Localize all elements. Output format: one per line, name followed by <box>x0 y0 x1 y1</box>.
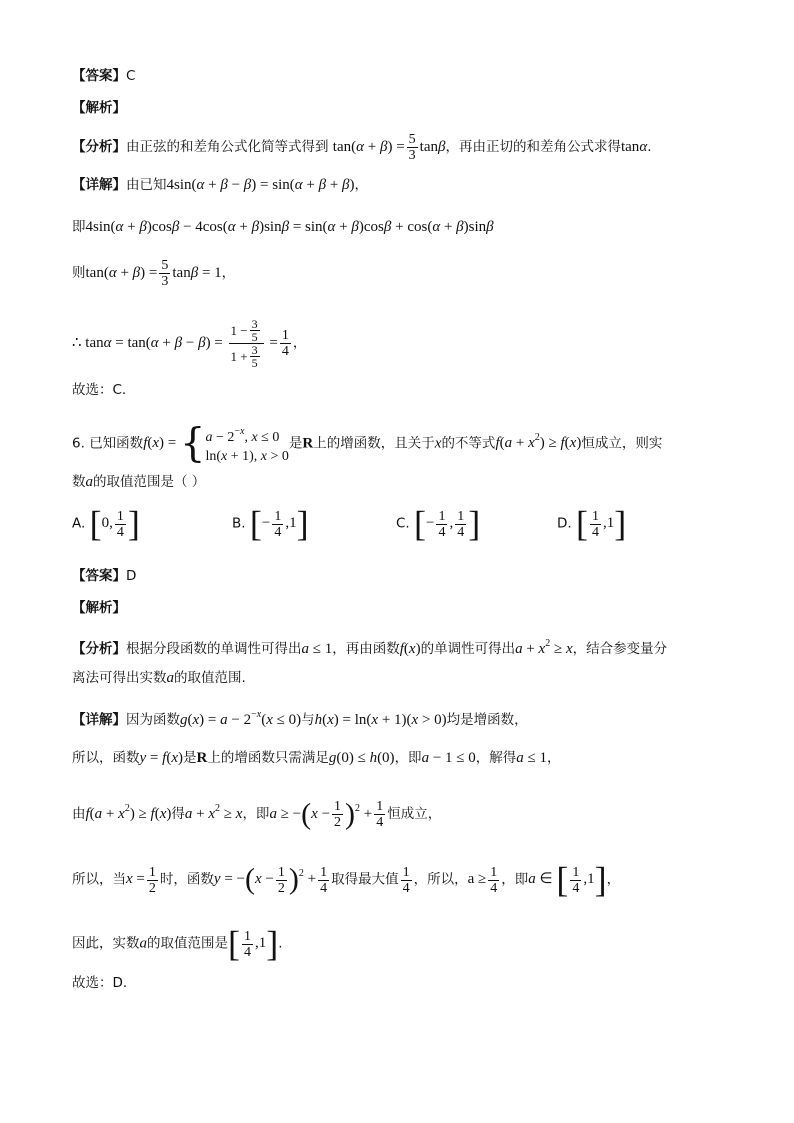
formula: 4sin(α + β)cosβ − 4cos(α + β)sinβ = sin(α + β)cosβ + cos(α + β)sinβ <box>85 219 494 235</box>
var-a: a <box>166 670 174 686</box>
q5-detail-line1: 【详解】由已知4sin(α + β − β) = sin(α + β + β)， <box>72 177 369 193</box>
q6-conclusion <box>72 973 127 993</box>
answer-tag: 【答案】 <box>72 68 126 84</box>
xiangjie-tag: 【详解】 <box>72 712 126 728</box>
stem-text: 的取值范围是（ ） <box>93 474 206 490</box>
detail-text: 所以，函数 <box>72 750 140 766</box>
answer-tag: 【答案】 <box>72 568 126 584</box>
q6-stem-line2 <box>72 472 205 492</box>
q6-detail-line3 <box>72 799 441 830</box>
xiangjie-tag: 【详解】 <box>72 177 126 193</box>
fenxi-text: 的取值范围. <box>174 670 246 686</box>
formula: f(x) <box>399 641 421 657</box>
option-label: A. <box>72 515 86 532</box>
detail-text: 的取值范围是 <box>147 935 228 952</box>
fenxi-text: 离法可得出实数 <box>72 670 167 686</box>
detail-text: 恒成立， <box>387 806 442 822</box>
var-a: a <box>85 474 93 490</box>
stem-text: 已知函数 <box>89 435 144 452</box>
option-interval: [ $\frac{1}{4}$ ,1] <box>575 504 627 544</box>
answer-value: D <box>126 568 137 584</box>
q6-answer-line <box>72 566 136 586</box>
stem-text: 恒成立，则实 <box>581 435 663 452</box>
q6-analysis-line <box>72 598 126 618</box>
var-x: x <box>434 435 442 452</box>
q6-fenxi-line1 <box>72 634 667 659</box>
formula: a ≤ 1 <box>301 641 333 657</box>
detail-text: 由 <box>72 806 86 822</box>
stem-text: 数 <box>72 474 86 490</box>
conclusion-text: 故选：D. <box>72 975 128 991</box>
analysis-tag: 【解析】 <box>72 100 126 116</box>
q6-detail-line1 <box>72 705 528 730</box>
stem-text: 是 <box>288 435 303 452</box>
formula: $a + x^2 \ge x$ <box>184 803 243 822</box>
stem-text: 的不等式 <box>441 435 496 452</box>
detail-text: 与 <box>301 712 315 728</box>
detail-text: ，即 <box>501 871 529 888</box>
formula: $f(a + x^2) \ge f(x)$ <box>85 803 172 822</box>
set-R: R <box>302 435 314 452</box>
fenxi-text: 的单调性可得出 <box>420 641 516 657</box>
option-d <box>557 506 626 542</box>
detail-text: 是 <box>182 750 197 766</box>
formula: ∴ tanα = tan(α + β − β) = 1 − $\frac{3}{5}$ 1 + $\frac{3}{5}$ = $\frac{1}{4}$ <box>72 317 289 370</box>
formula: [ $\frac{1}{4}$ ,1] <box>228 924 279 964</box>
answer-value: C <box>126 68 136 84</box>
q6-fenxi-line2 <box>72 668 246 688</box>
q6-detail-line2 <box>72 748 561 768</box>
set-R: R <box>196 750 208 766</box>
option-interval: [− $\frac{1}{4}$ ,1] <box>249 504 309 544</box>
option-c <box>396 506 480 542</box>
fenxi-text: ，结合参变量分 <box>572 641 668 657</box>
q5-answer-line <box>72 66 135 86</box>
detail-text: 则 <box>72 264 86 281</box>
fenxi-text: 根据分段函数的单调性可得出 <box>126 641 302 657</box>
question-number: 6. <box>72 435 85 452</box>
option-b <box>232 506 309 542</box>
detail-text: 得 <box>171 806 185 822</box>
formula: tan(α + β) = $\frac{5}{3}$ tanβ <box>332 132 446 163</box>
formula: $a + x^2 \ge x$ <box>515 638 573 657</box>
option-label: B. <box>232 515 246 532</box>
q6-stem-line1 <box>72 422 662 466</box>
detail-text: ， <box>547 750 561 766</box>
analysis-tag: 【解析】 <box>72 600 126 616</box>
detail-text: ，所以， <box>413 871 468 888</box>
formula: tanα <box>620 138 648 155</box>
conclusion-text: 故选：C. <box>72 382 127 398</box>
detail-text: 即 <box>72 219 86 235</box>
detail-text: 所以，当 <box>72 871 126 888</box>
fenxi-text: ，再由函数 <box>332 641 400 657</box>
piecewise-function: f(x) = { $a - 2^{-x}$, x ≤ 0 ln(x + 1), x > 0 <box>143 421 289 467</box>
formula: x = $\frac{1}{2}$ <box>126 864 156 896</box>
formula: g(0) ≤ h(0) <box>328 750 395 766</box>
formula: h(x) = ln(x + 1)(x > 0) <box>314 712 447 728</box>
q6-detail-line5: 因此，实数a的取值范围是[ $\frac{1}{4}$ ,1]. <box>72 924 283 964</box>
formula: y = f(x) <box>139 750 183 766</box>
formula: $\frac{1}{4}$ <box>402 864 410 896</box>
formula: a ≤ 1 <box>516 750 547 766</box>
detail-text: ，解得 <box>475 750 517 766</box>
detail-text: 由已知 <box>126 177 167 193</box>
formula: a ≥ $\frac{1}{4}$ <box>467 864 498 896</box>
option-interval: [0, $\frac{1}{4}$ ] <box>89 504 140 544</box>
fenxi-tag: 【分析】 <box>72 641 126 657</box>
detail-text: ，即 <box>242 806 270 822</box>
detail-text: 因此，实数 <box>72 935 140 952</box>
option-a <box>72 506 140 542</box>
q5-detail-line2 <box>72 217 494 237</box>
q5-conclusion <box>72 380 126 400</box>
q5-detail-line3: 则tan(α + β) = $\frac{5}{3}$ tanβ = 1， <box>72 258 236 289</box>
formula: 4sin(α + β − β) = sin(α + β + β) <box>166 177 355 193</box>
fenxi-text: 由正弦的和差角公式化简等式得到 <box>126 138 329 155</box>
detail-text: 时，函数 <box>159 871 214 888</box>
formula: y = −(x − $\frac{1}{2}$ )$^2$ + $\frac{1}{4}$ <box>213 863 328 896</box>
detail-text: 均是增函数， <box>446 712 528 728</box>
detail-text: ，即 <box>394 750 422 766</box>
option-label: C. <box>396 515 410 532</box>
detail-text: 取得最大值 <box>331 871 399 888</box>
var-a: a <box>139 935 147 952</box>
fenxi-text: ，再由正切的和差角公式求得 <box>445 138 621 155</box>
detail-text: ， <box>606 871 621 888</box>
fenxi-tag: 【分析】 <box>72 138 126 155</box>
q6-detail-line4 <box>72 862 620 898</box>
inequality: $f(a + x^2) \ge f(x)$ <box>495 432 582 452</box>
formula: tan(α + β) = $\frac{5}{3}$ tanβ = 1 <box>85 258 222 289</box>
formula: a − 1 ≤ 0 <box>421 750 476 766</box>
option-interval: [− $\frac{1}{4}$ , $\frac{1}{4}$ ] <box>414 504 481 544</box>
detail-text: 上的增函数只需满足 <box>207 750 329 766</box>
stem-text: 上的增函数，且关于 <box>313 435 435 452</box>
formula: a ∈ [ $\frac{1}{4}$ ,1] <box>528 860 607 900</box>
q5-fenxi-line: 【分析】由正弦的和差角公式化简等式得到 tan(α + β) = $\frac{5}{3}$ tanβ，再由正切的和差角公式求得tanα. <box>72 132 652 163</box>
q5-detail-line4: ∴ tanα = tan(α + β − β) = 1 − $\frac{3}{5}$ 1 + $\frac{3}{5}$ = $\frac{1}{4}$ ， <box>72 317 307 370</box>
q5-analysis-line <box>72 98 126 118</box>
formula: a ≥ −(x − $\frac{1}{2}$ )$^2$ + $\frac{1}{4}$ <box>269 797 384 831</box>
formula: $g(x) = a - 2^{-x}(x \le 0)$ <box>180 709 302 728</box>
detail-text: 因为函数 <box>126 712 180 728</box>
option-label: D. <box>557 515 572 532</box>
